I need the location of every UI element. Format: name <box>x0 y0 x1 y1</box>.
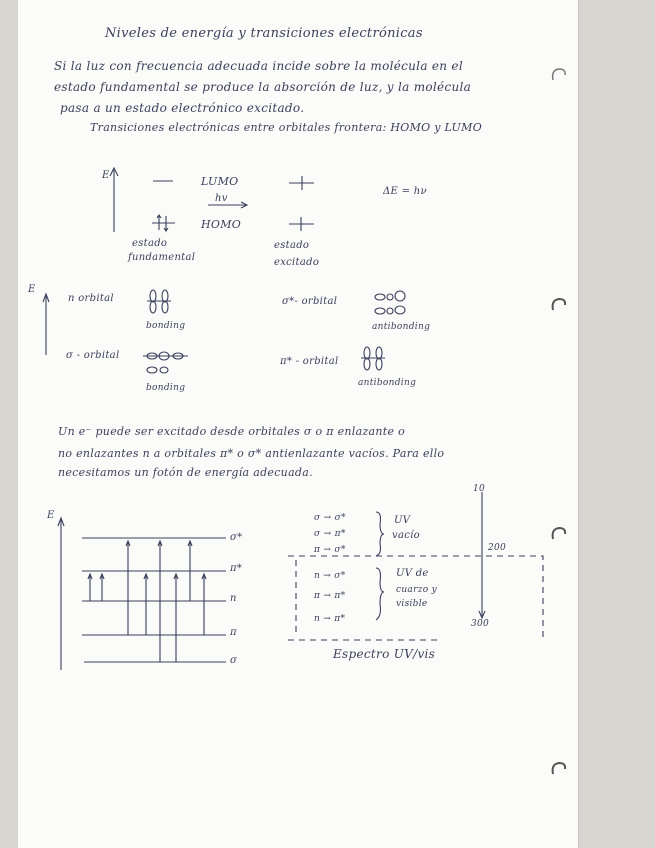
sigma-star-label: σ*- orbital <box>282 296 338 307</box>
level-sigma: σ <box>230 655 238 666</box>
brace-1 <box>376 512 384 556</box>
intro-line-1: Si la luz con frecuencia adecuada incide sobre la molécula en el <box>54 59 463 73</box>
binder-hole-icon <box>550 296 568 314</box>
level-n: n <box>230 593 237 604</box>
binder-hole-icon <box>550 760 568 778</box>
scale-200: 200 <box>488 543 507 553</box>
level-pi: π <box>230 627 237 638</box>
level-pi-star: π* <box>230 563 243 574</box>
ground-state-label-1: estado <box>132 238 168 249</box>
orbital-energy-axis-label: E <box>28 284 36 295</box>
paragraph2-line-2: no enlazantes n a orbitales π* o σ* antienlazante vacíos. Para ello <box>58 447 445 460</box>
energy-axis-label: E <box>102 170 110 181</box>
level-sigma-star: σ* <box>230 532 243 543</box>
delta-e-equation: ΔE = hν <box>383 186 427 197</box>
binder-hole-icon <box>550 66 568 84</box>
transition-1: σ → σ* <box>314 513 346 523</box>
hv-label: hv <box>215 193 228 204</box>
n-bonding-label: bonding <box>146 321 186 331</box>
n-orbital-label: n orbital <box>68 293 114 304</box>
transition-3: π → σ* <box>314 545 346 555</box>
dashed-region <box>288 556 543 640</box>
binder-hole-icon <box>550 525 568 543</box>
pi-star-antibonding-label: antibonding <box>358 378 417 388</box>
pi-star-orbital-shape <box>361 347 385 370</box>
scale-300: 300 <box>471 619 490 629</box>
sigma-star-antibonding-label: antibonding <box>372 322 431 332</box>
uv-visible-label-2: cuarzo y <box>396 585 438 595</box>
diagram2-energy-axis-label: E <box>47 510 55 521</box>
transition-5: π → π* <box>314 591 346 601</box>
hand-drawn-diagrams <box>18 0 578 848</box>
homo-label: HOMO <box>201 218 242 231</box>
transition-2: σ → π* <box>314 529 346 539</box>
transition-6: n → π* <box>314 614 346 624</box>
sigma-orbital-label: σ - orbital <box>66 350 120 361</box>
uv-vacuum-label-1: UV <box>394 515 411 526</box>
uv-visible-label-3: visible <box>396 599 428 609</box>
intro-line-3: pasa a un estado electrónico excitado. <box>60 101 305 115</box>
scale-10: 10 <box>473 484 486 494</box>
notebook-page <box>18 0 578 848</box>
excited-state-label-2: excitado <box>274 257 320 268</box>
intro-line-2: estado fundamental se produce la absorción de luz, y la molécula <box>54 80 472 94</box>
n-orbital-shape <box>147 290 171 313</box>
excited-state-label-1: estado <box>274 240 310 251</box>
uv-visible-label-1: UV de <box>396 568 429 579</box>
pi-star-label: π* - orbital <box>280 356 339 367</box>
brace-2 <box>376 568 384 620</box>
page-title: Niveles de energía y transiciones electrónicas <box>105 26 423 41</box>
transition-4: n → σ* <box>314 571 346 581</box>
sigma-orbital-shape <box>143 352 188 373</box>
ground-state-label-2: fundamental <box>128 252 196 263</box>
frontier-heading: Transiciones electrónicas entre orbitales frontera: HOMO y LUMO <box>90 121 483 134</box>
spectrum-caption: Espectro UV/vis <box>333 647 436 661</box>
sigma-bonding-label: bonding <box>146 383 186 393</box>
sigma-star-orbital-shape <box>375 291 405 314</box>
lumo-label: LUMO <box>201 175 239 188</box>
paragraph2-line-1: Un e⁻ puede ser excitado desde orbitales σ o π enlazante o <box>58 425 406 438</box>
uv-vacuum-label-2: vacío <box>392 530 420 541</box>
paragraph2-line-3: necesitamos un fotón de energía adecuada. <box>58 466 313 479</box>
